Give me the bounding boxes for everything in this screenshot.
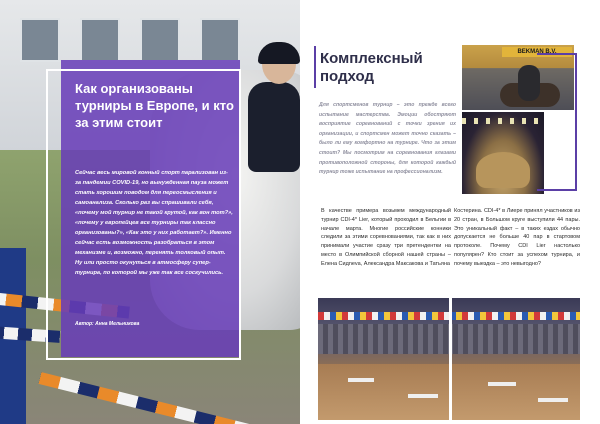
rider [248, 82, 300, 172]
body-column-1: В качестве примера возьмем международный турнир CDI-4* Lier, который проходил в Бельгии в начале марта. Многие российские конники следили за этими соревнованиями, так как в них принимали участие сразу три претендентки на место в Олимпийской сборной нашей страны – Елена Сидneva, Александра Максакова и Татьяна [321, 208, 451, 267]
section-intro: Для спортсменов турнир – это прежде всего испытание мастерства. Эмоции обостряют восприятие соревнований с точки зрения их организации, и спортсмен может точно сказать – было ли ему комфортно на турнире. Что за этим стоит? Мы посмотрим на соревнования глазами противоположной стороны, для которой каждый турнир тоже испытание на профессионализм. [319, 102, 456, 176]
article-title: Как организованы турниры в Европе, и кто за этим стоит [75, 81, 234, 130]
sponsor-banner: BEKMAN B.V. [502, 47, 572, 57]
arena-jump [538, 398, 568, 402]
building-window [200, 18, 240, 62]
arena-jump [348, 378, 374, 382]
photo-divider [449, 298, 452, 420]
horse-sculpture [476, 152, 530, 188]
article-lead: Сейчас весь мировой конный спорт парализован из-за пандемии COVID-19, но вынужденная пауза может стать хорошим поводом для переосмысления и самоанализа. Сколько раз вы спрашивали себя, «почему мой турнир не такой крутой, как вон тот?», «почему у европейцев все турниры так классно организованы?», «Как это у них работает?». Именно сейчас есть возможность разобраться в этом механизме и, возможно, перенять толковый опыт. Ну или просто окунуться в атмосферу супер-турнира, по которой мы уже так все соскучились. [75, 170, 233, 276]
building-window [140, 18, 180, 62]
photo-frame [537, 53, 577, 191]
body-column-2: Костерина. CDI-4* в Лиере принял участников из 20 стран, в Большом круге выступили 44 пары. Это уникальный факт – в таких ездах обычно допускается не больше 40 пар в стартовом протоколе. Почему CDI Lier настолько популярен? Кто стоит за успехом турнира, и почему выездка – это невыгодно? [454, 208, 580, 267]
arena-jump [408, 394, 438, 398]
heading-accent-rule [314, 46, 316, 88]
arena-lights [462, 118, 544, 124]
article-author: Автор: Анна Мельникова [75, 321, 140, 327]
arena-jump [488, 382, 516, 386]
building-window [80, 18, 120, 62]
arena-panorama-photo [318, 298, 580, 420]
section-heading: Комплексный подход [320, 50, 423, 85]
arena-sculpture-photo [462, 112, 544, 194]
building-window [20, 18, 60, 62]
